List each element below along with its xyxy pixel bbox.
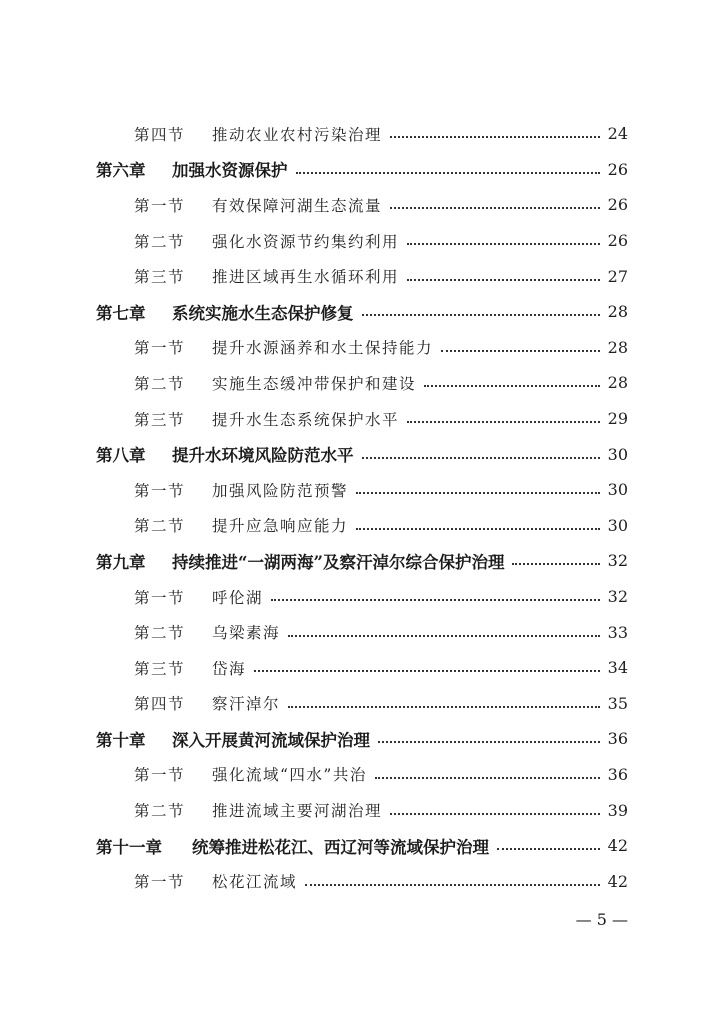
toc-entry-label: 第二节 [134, 374, 186, 393]
toc-entry-page: 24 [607, 124, 628, 144]
toc-entry-label: 第二节 [134, 232, 186, 251]
dot-leader [356, 527, 600, 530]
dot-leader [407, 420, 600, 423]
toc-entry-page: 42 [607, 836, 628, 856]
toc-section-entry[interactable] [0, 116, 724, 152]
toc-section-entry[interactable] [0, 330, 724, 366]
toc-entry-title: 有效保障河湖生态流量 [212, 196, 383, 215]
toc-entry-page: 29 [607, 409, 628, 429]
toc-entry-page: 39 [607, 800, 628, 820]
toc-entry-label: 第三节 [134, 268, 186, 287]
toc-entry-page: 30 [607, 444, 628, 464]
toc-entry-page: 27 [607, 266, 628, 286]
toc-entry-title: 强化水资源节约集约利用 [212, 232, 400, 251]
toc-entry-title: 统筹推进松花江、西辽河等流域保护治理 [192, 837, 489, 857]
toc-entry-title: 加强水资源保护 [172, 161, 288, 181]
toc-entry-title: 提升水环境风险防范水平 [172, 446, 354, 466]
toc-entry-label: 第十一章 [96, 837, 162, 857]
dot-leader [390, 135, 600, 138]
dot-leader [254, 669, 600, 672]
toc-entry-page: 26 [607, 159, 628, 179]
toc-entry-label: 第四节 [134, 695, 186, 714]
toc-chapter-entry[interactable] [0, 721, 724, 757]
toc-section-entry[interactable] [0, 792, 724, 828]
toc-entry-page: 36 [607, 764, 628, 784]
toc-entry-title: 提升水生态系统保护水平 [212, 410, 400, 429]
toc-entry-label: 第九章 [96, 552, 146, 572]
toc-entry-page: 33 [607, 622, 628, 642]
toc-section-entry[interactable] [0, 401, 724, 437]
toc-entry-page: 30 [607, 515, 628, 535]
toc-section-entry[interactable] [0, 579, 724, 615]
dot-leader [305, 883, 600, 886]
dot-leader [441, 349, 600, 352]
toc-entry-page: 26 [607, 231, 628, 251]
toc-entry-page: 34 [607, 658, 628, 678]
dot-leader [407, 242, 600, 245]
toc-entry-title: 系统实施水生态保护修复 [172, 303, 354, 323]
toc-entry-title: 提升水源涵养和水土保持能力 [212, 339, 434, 358]
toc-entry-label: 第一节 [134, 873, 186, 892]
toc-entry-label: 第三节 [134, 410, 186, 429]
dot-leader [288, 634, 600, 637]
toc-entry-page: 28 [607, 373, 628, 393]
toc-entry-title: 呼伦湖 [212, 588, 264, 607]
toc-section-entry[interactable] [0, 686, 724, 722]
toc-entry-title: 提升应急响应能力 [212, 517, 349, 536]
toc-entry-title: 持续推进“一湖两海”及察汗淖尔综合保护治理 [172, 552, 505, 572]
toc-section-entry[interactable] [0, 187, 724, 223]
dot-leader [362, 313, 600, 316]
table-of-contents [0, 116, 724, 899]
toc-entry-title: 松花江流域 [212, 873, 298, 892]
toc-entry-title: 推动农业农村污染治理 [212, 125, 383, 144]
dot-leader [497, 847, 600, 850]
toc-entry-label: 第三节 [134, 659, 186, 678]
toc-entry-label: 第八章 [96, 446, 146, 466]
page-number: — 5 — [575, 910, 628, 929]
dot-leader [356, 491, 600, 494]
toc-entry-label: 第六章 [96, 161, 146, 181]
toc-entry-title: 推进区域再生水循环利用 [212, 268, 400, 287]
toc-entry-label: 第一节 [134, 481, 186, 500]
toc-entry-label: 第一节 [134, 196, 186, 215]
dot-leader [378, 740, 600, 743]
toc-entry-title: 乌梁素海 [212, 624, 281, 643]
toc-entry-page: 35 [607, 693, 628, 713]
toc-entry-title: 加强风险防范预警 [212, 481, 349, 500]
toc-entry-label: 第十章 [96, 730, 146, 750]
toc-section-entry[interactable] [0, 508, 724, 544]
toc-entry-title: 深入开展黄河流域保护治理 [172, 730, 370, 750]
toc-entry-title: 实施生态缓冲带保护和建设 [212, 374, 417, 393]
dot-leader [375, 776, 600, 779]
toc-entry-label: 第一节 [134, 339, 186, 358]
toc-entry-label: 第七章 [96, 303, 146, 323]
toc-entry-label: 第一节 [134, 766, 186, 785]
toc-section-entry[interactable] [0, 863, 724, 899]
toc-chapter-entry[interactable] [0, 828, 724, 864]
toc-section-entry[interactable] [0, 365, 724, 401]
toc-section-entry[interactable] [0, 614, 724, 650]
toc-entry-page: 26 [607, 195, 628, 215]
dot-leader [288, 705, 600, 708]
dot-leader [512, 562, 599, 565]
dot-leader [296, 171, 600, 174]
toc-section-entry[interactable] [0, 223, 724, 259]
dot-leader [271, 598, 600, 601]
toc-section-entry[interactable] [0, 258, 724, 294]
toc-entry-title: 强化流域“四水”共治 [212, 766, 367, 785]
dot-leader [407, 278, 600, 281]
dot-leader [362, 456, 600, 459]
toc-entry-label: 第四节 [134, 125, 186, 144]
toc-entry-label: 第一节 [134, 588, 186, 607]
toc-entry-page: 30 [607, 480, 628, 500]
toc-section-entry[interactable] [0, 472, 724, 508]
toc-chapter-entry[interactable] [0, 152, 724, 188]
toc-chapter-entry[interactable] [0, 294, 724, 330]
toc-entry-label: 第二节 [134, 624, 186, 643]
dot-leader [390, 812, 600, 815]
toc-entry-label: 第二节 [134, 517, 186, 536]
toc-entry-label: 第二节 [134, 802, 186, 821]
toc-chapter-entry[interactable] [0, 436, 724, 472]
toc-entry-page: 28 [607, 337, 628, 357]
toc-section-entry[interactable] [0, 650, 724, 686]
toc-entry-page: 32 [607, 587, 628, 607]
toc-entry-title: 推进流域主要河湖治理 [212, 802, 383, 821]
toc-chapter-entry[interactable] [0, 543, 724, 579]
dot-leader [424, 384, 600, 387]
toc-entry-title: 岱海 [212, 659, 247, 678]
toc-entry-page: 42 [607, 871, 628, 891]
toc-entry-page: 32 [607, 551, 628, 571]
toc-entry-page: 28 [607, 302, 628, 322]
dot-leader [390, 206, 600, 209]
toc-section-entry[interactable] [0, 757, 724, 793]
toc-entry-title: 察汗淖尔 [212, 695, 281, 714]
toc-entry-page: 36 [607, 729, 628, 749]
